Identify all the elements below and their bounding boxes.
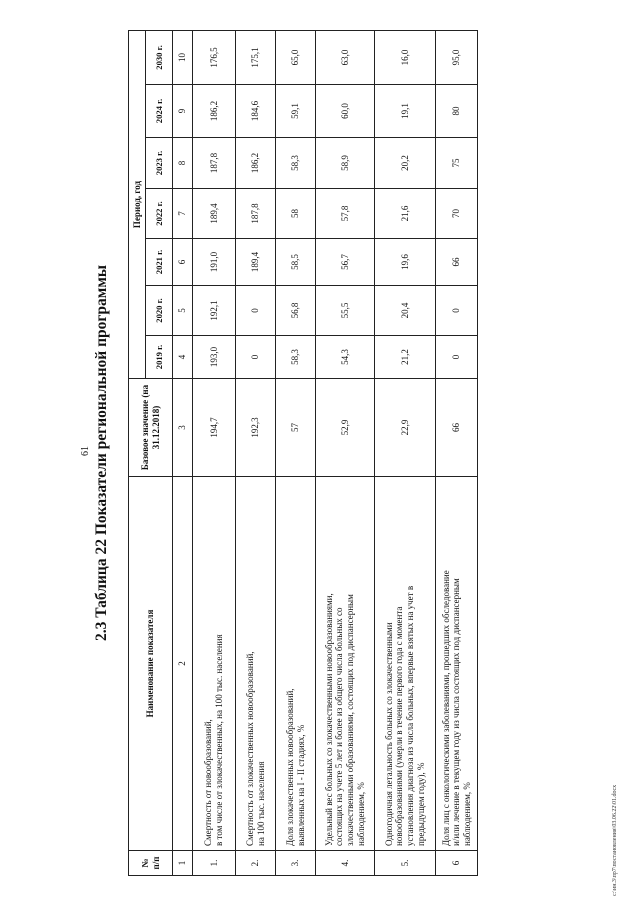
- row-number: 1.: [193, 851, 236, 876]
- base-value: 192,3: [236, 379, 276, 477]
- year-value: 58,3: [276, 336, 316, 379]
- indicator-name-line: наблюдением, %: [355, 782, 366, 846]
- year-value: 19,6: [375, 239, 436, 286]
- column-number: 8: [173, 138, 193, 189]
- table-row: [316, 30, 375, 875]
- indicator-name-line: и/или лечение в текущем году из числа состоящих под диспансерным: [451, 578, 462, 846]
- column-number-row: [173, 30, 193, 875]
- year-value: 20,4: [375, 286, 436, 336]
- year-value: 21,2: [375, 336, 436, 379]
- column-number: 10: [173, 30, 193, 84]
- year-value: 56,8: [276, 286, 316, 336]
- year-value: 75: [436, 138, 478, 189]
- header-year: 2024 г.: [146, 85, 173, 138]
- row-number: 5.: [375, 851, 436, 876]
- year-value: 70: [436, 189, 478, 239]
- year-value: 175,1: [236, 30, 276, 84]
- indicator-name-line: Смертность от злокачественных новообразований,: [244, 651, 255, 846]
- year-value: 193,0: [193, 336, 236, 379]
- year-value: 176,5: [193, 30, 236, 84]
- row-number: 6: [436, 851, 478, 876]
- column-number: 6: [173, 239, 193, 286]
- header-year: 2023 г.: [146, 138, 173, 189]
- page-number: 61: [80, 446, 91, 456]
- indicator-name: [236, 477, 276, 851]
- indicator-name-line: злокачественными образованиями, состоящих под диспансерным: [345, 594, 355, 846]
- header-year: 2030 г.: [146, 30, 173, 84]
- indicator-name-line: на 100 тыс. населения: [255, 761, 266, 846]
- year-value: 65,0: [276, 30, 316, 84]
- year-value: 0: [436, 336, 478, 379]
- column-number: 5: [173, 286, 193, 336]
- table-row: [193, 30, 236, 875]
- row-number: 3.: [276, 851, 316, 876]
- year-value: 184,6: [236, 85, 276, 138]
- indicator-name-line: установления диагноза из числа больных, впервые взятых на учет в: [405, 585, 415, 846]
- column-number: 9: [173, 85, 193, 138]
- indicator-name: [436, 477, 478, 851]
- indicator-name-line: предыдущем году), %: [415, 762, 426, 846]
- year-value: 58,3: [276, 138, 316, 189]
- indicator-name: [276, 477, 316, 851]
- year-value: 56,7: [316, 239, 375, 286]
- indicator-name-line: в том числе от злокачественных, на 100 тыс. населения: [214, 634, 224, 846]
- indicator-name: [375, 477, 436, 851]
- header-year: 2022 г.: [146, 189, 173, 239]
- year-value: 58,5: [276, 239, 316, 286]
- base-value: 57: [276, 379, 316, 477]
- year-value: 0: [236, 336, 276, 379]
- column-number: 2: [173, 477, 193, 851]
- year-value: 20,2: [375, 138, 436, 189]
- header-no: № п/п: [129, 851, 173, 876]
- year-value: 59,1: [276, 85, 316, 138]
- indicator-name-line: состоящих на учете 5 лет и более из общего числа больных со: [334, 607, 345, 846]
- indicator-name-line: выявленных на I - II стадиях, %: [295, 724, 306, 846]
- year-value: 189,4: [193, 189, 236, 239]
- table-row: [436, 30, 478, 875]
- year-value: 189,4: [236, 239, 276, 286]
- row-number: 2.: [236, 851, 276, 876]
- header-name: Наименование показателя: [129, 477, 173, 851]
- year-value: 63,0: [316, 30, 375, 84]
- column-number: 4: [173, 336, 193, 379]
- row-number: 4.: [316, 851, 375, 876]
- header-year: 2021 г.: [146, 239, 173, 286]
- indicators-table: [128, 30, 478, 876]
- year-value: 80: [436, 85, 478, 138]
- indicator-name-line: новообразованиями (умерли в течение первого года с момента: [394, 606, 405, 846]
- table-row: [236, 30, 276, 875]
- indicator-name-line: Одногодичная летальность больных со злокачественными: [383, 622, 394, 846]
- footer-file-path: c:\ин.3\пр7\постановления\03.06.22\01.docx: [612, 784, 618, 896]
- indicator-name-line: Доля злокачественных новообразований,: [284, 688, 295, 846]
- year-value: 21,6: [375, 189, 436, 239]
- year-value: 192,1: [193, 286, 236, 336]
- indicator-name-line: Доля лиц с онкологическими заболеваниями, прошедших обследование: [440, 570, 451, 846]
- header-period: Период, год: [129, 30, 146, 378]
- year-value: 54,3: [316, 336, 375, 379]
- year-value: 57,8: [316, 189, 375, 239]
- page-title: 2.3 Таблица 22 Показатели региональной программы: [93, 264, 110, 642]
- year-value: 191,0: [193, 239, 236, 286]
- header-year: 2020 г.: [146, 286, 173, 336]
- table-row: [276, 30, 316, 875]
- year-value: 0: [236, 286, 276, 336]
- indicator-name: [316, 477, 375, 851]
- year-value: 58: [276, 189, 316, 239]
- header-year: 2019 г.: [146, 336, 173, 379]
- year-value: 187,8: [236, 189, 276, 239]
- base-value: 22,9: [375, 379, 436, 477]
- year-value: 186,2: [236, 138, 276, 189]
- year-value: 95,0: [436, 30, 478, 84]
- indicator-name-line: Удельный вес больных со злокачественными новообразованиями,: [323, 593, 334, 846]
- header-base: Базовое значение (на 31.12.2018): [129, 379, 173, 477]
- indicator-name-line: наблюдением, %: [461, 782, 472, 846]
- indicator-name-line: Смертность от новообразований,: [203, 719, 214, 846]
- year-value: 0: [436, 286, 478, 336]
- year-value: 19,1: [375, 85, 436, 138]
- indicator-name: [193, 477, 236, 851]
- year-value: 186,2: [193, 85, 236, 138]
- year-value: 16,0: [375, 30, 436, 84]
- column-number: 1: [173, 851, 193, 876]
- base-value: 194,7: [193, 379, 236, 477]
- base-value: 66: [436, 379, 478, 477]
- table-row: [375, 30, 436, 875]
- column-number: 3: [173, 379, 193, 477]
- year-value: 55,5: [316, 286, 375, 336]
- year-value: 187,8: [193, 138, 236, 189]
- base-value: 52,9: [316, 379, 375, 477]
- year-value: 60,0: [316, 85, 375, 138]
- header-row: [129, 30, 146, 875]
- year-value: 58,9: [316, 138, 375, 189]
- year-value: 66: [436, 239, 478, 286]
- column-number: 7: [173, 189, 193, 239]
